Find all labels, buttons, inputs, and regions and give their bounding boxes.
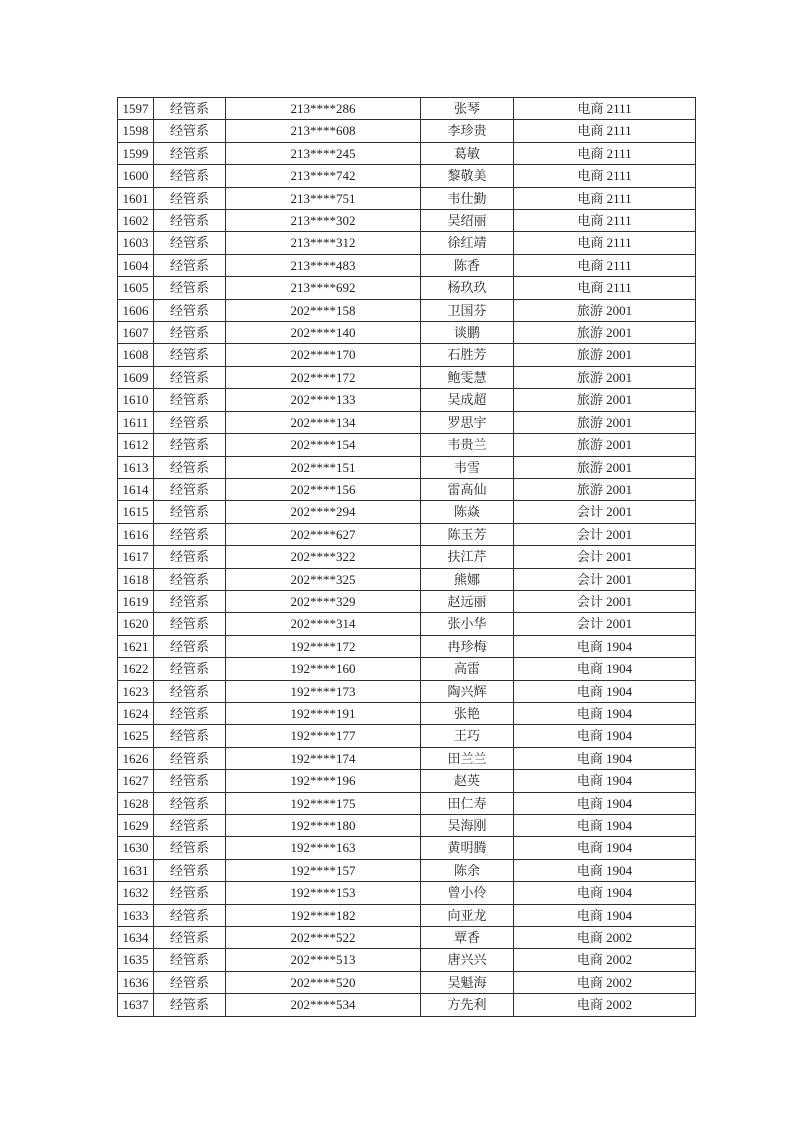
serial-number-cell: 1621 [118,635,154,657]
serial-number-cell: 1606 [118,299,154,321]
student-name-cell: 徐红靖 [421,232,514,254]
table-row [118,949,696,971]
department-cell: 经管系 [154,411,226,433]
student-id-cell: 202****156 [226,478,421,500]
student-name-cell: 陈余 [421,859,514,881]
department-cell: 经管系 [154,837,226,859]
department-cell: 经管系 [154,120,226,142]
student-name-cell: 卫国芬 [421,299,514,321]
class-cell: 电商 2002 [514,949,696,971]
table-row [118,792,696,814]
department-cell: 经管系 [154,927,226,949]
student-id-cell: 202****133 [226,389,421,411]
class-cell: 旅游 2001 [514,299,696,321]
table-row [118,837,696,859]
serial-number-cell: 1609 [118,366,154,388]
student-name-cell: 韦贵兰 [421,434,514,456]
class-cell: 电商 2111 [514,142,696,164]
student-id-cell: 202****322 [226,546,421,568]
table-row [118,635,696,657]
serial-number-cell: 1632 [118,882,154,904]
student-id-cell: 192****182 [226,904,421,926]
student-name-cell: 田兰兰 [421,747,514,769]
class-cell: 电商 1904 [514,815,696,837]
student-name-cell: 鲍雯慧 [421,366,514,388]
student-name-cell: 赵英 [421,770,514,792]
department-cell: 经管系 [154,98,226,120]
class-cell: 电商 1904 [514,635,696,657]
student-id-cell: 213****286 [226,98,421,120]
class-cell: 旅游 2001 [514,366,696,388]
department-cell: 经管系 [154,725,226,747]
department-cell: 经管系 [154,322,226,344]
serial-number-cell: 1618 [118,568,154,590]
department-cell: 经管系 [154,792,226,814]
class-cell: 电商 1904 [514,882,696,904]
student-id-cell: 192****172 [226,635,421,657]
student-id-cell: 202****534 [226,994,421,1016]
student-id-cell: 213****751 [226,187,421,209]
student-name-cell: 陶兴辉 [421,680,514,702]
serial-number-cell: 1628 [118,792,154,814]
department-cell: 经管系 [154,389,226,411]
student-name-cell: 吴魁海 [421,971,514,993]
department-cell: 经管系 [154,770,226,792]
department-cell: 经管系 [154,142,226,164]
student-name-cell: 张琴 [421,98,514,120]
student-name-cell: 黎敬美 [421,165,514,187]
department-cell: 经管系 [154,994,226,1016]
class-cell: 电商 2111 [514,210,696,232]
student-id-cell: 202****170 [226,344,421,366]
student-id-cell: 192****163 [226,837,421,859]
class-cell: 旅游 2001 [514,411,696,433]
student-id-cell: 202****329 [226,590,421,612]
student-id-cell: 192****153 [226,882,421,904]
department-cell: 经管系 [154,501,226,523]
table-row [118,299,696,321]
student-roster-table-body [118,98,696,1017]
serial-number-cell: 1601 [118,187,154,209]
class-cell: 会计 2001 [514,613,696,635]
table-row [118,98,696,120]
department-cell: 经管系 [154,299,226,321]
table-row [118,568,696,590]
serial-number-cell: 1599 [118,142,154,164]
department-cell: 经管系 [154,680,226,702]
class-cell: 电商 1904 [514,859,696,881]
serial-number-cell: 1617 [118,546,154,568]
student-id-cell: 192****191 [226,702,421,724]
class-cell: 电商 2111 [514,232,696,254]
table-row [118,859,696,881]
table-row [118,523,696,545]
class-cell: 旅游 2001 [514,456,696,478]
student-id-cell: 202****172 [226,366,421,388]
department-cell: 经管系 [154,546,226,568]
class-cell: 电商 2002 [514,927,696,949]
serial-number-cell: 1636 [118,971,154,993]
class-cell: 电商 1904 [514,837,696,859]
table-row [118,389,696,411]
department-cell: 经管系 [154,904,226,926]
student-name-cell: 韦雪 [421,456,514,478]
table-row [118,411,696,433]
serial-number-cell: 1615 [118,501,154,523]
serial-number-cell: 1620 [118,613,154,635]
serial-number-cell: 1612 [118,434,154,456]
student-id-cell: 202****294 [226,501,421,523]
student-name-cell: 方先利 [421,994,514,1016]
department-cell: 经管系 [154,949,226,971]
table-row [118,971,696,993]
department-cell: 经管系 [154,366,226,388]
student-name-cell: 杨玖玖 [421,277,514,299]
student-name-cell: 陈焱 [421,501,514,523]
table-row [118,501,696,523]
student-id-cell: 213****692 [226,277,421,299]
table-row [118,613,696,635]
student-name-cell: 向亚龙 [421,904,514,926]
department-cell: 经管系 [154,658,226,680]
student-id-cell: 192****177 [226,725,421,747]
student-id-cell: 202****314 [226,613,421,635]
serial-number-cell: 1631 [118,859,154,881]
class-cell: 电商 2111 [514,187,696,209]
department-cell: 经管系 [154,815,226,837]
class-cell: 电商 2002 [514,971,696,993]
department-cell: 经管系 [154,254,226,276]
department-cell: 经管系 [154,613,226,635]
class-cell: 电商 2111 [514,277,696,299]
student-name-cell: 黄明腾 [421,837,514,859]
class-cell: 电商 1904 [514,702,696,724]
student-name-cell: 张艳 [421,702,514,724]
student-name-cell: 葛敏 [421,142,514,164]
student-id-cell: 202****522 [226,927,421,949]
serial-number-cell: 1598 [118,120,154,142]
student-id-cell: 202****154 [226,434,421,456]
department-cell: 经管系 [154,210,226,232]
department-cell: 经管系 [154,523,226,545]
department-cell: 经管系 [154,277,226,299]
department-cell: 经管系 [154,478,226,500]
serial-number-cell: 1603 [118,232,154,254]
table-row [118,187,696,209]
table-row [118,747,696,769]
student-id-cell: 192****157 [226,859,421,881]
department-cell: 经管系 [154,590,226,612]
serial-number-cell: 1611 [118,411,154,433]
class-cell: 会计 2001 [514,501,696,523]
department-cell: 经管系 [154,232,226,254]
class-cell: 电商 1904 [514,770,696,792]
student-name-cell: 覃香 [421,927,514,949]
student-name-cell: 罗思宇 [421,411,514,433]
table-row [118,478,696,500]
table-row [118,366,696,388]
serial-number-cell: 1627 [118,770,154,792]
class-cell: 电商 1904 [514,792,696,814]
class-cell: 旅游 2001 [514,389,696,411]
department-cell: 经管系 [154,187,226,209]
student-name-cell: 高雷 [421,658,514,680]
class-cell: 旅游 2001 [514,344,696,366]
student-id-cell: 202****158 [226,299,421,321]
student-name-cell: 石胜芳 [421,344,514,366]
class-cell: 电商 2111 [514,165,696,187]
student-name-cell: 唐兴兴 [421,949,514,971]
serial-number-cell: 1610 [118,389,154,411]
table-row [118,994,696,1016]
student-id-cell: 192****196 [226,770,421,792]
serial-number-cell: 1629 [118,815,154,837]
table-row [118,142,696,164]
department-cell: 经管系 [154,434,226,456]
class-cell: 旅游 2001 [514,434,696,456]
student-name-cell: 曾小伶 [421,882,514,904]
serial-number-cell: 1605 [118,277,154,299]
department-cell: 经管系 [154,344,226,366]
student-id-cell: 202****134 [226,411,421,433]
department-cell: 经管系 [154,165,226,187]
student-id-cell: 192****174 [226,747,421,769]
serial-number-cell: 1616 [118,523,154,545]
table-row [118,456,696,478]
table-row [118,680,696,702]
student-name-cell: 吴成超 [421,389,514,411]
student-name-cell: 吴绍丽 [421,210,514,232]
serial-number-cell: 1614 [118,478,154,500]
student-name-cell: 陈香 [421,254,514,276]
table-row [118,254,696,276]
table-row [118,702,696,724]
class-cell: 会计 2001 [514,546,696,568]
class-cell: 会计 2001 [514,590,696,612]
department-cell: 经管系 [154,702,226,724]
table-row [118,165,696,187]
serial-number-cell: 1633 [118,904,154,926]
serial-number-cell: 1604 [118,254,154,276]
department-cell: 经管系 [154,456,226,478]
class-cell: 会计 2001 [514,568,696,590]
department-cell: 经管系 [154,859,226,881]
table-row [118,344,696,366]
serial-number-cell: 1623 [118,680,154,702]
student-name-cell: 谈鹏 [421,322,514,344]
serial-number-cell: 1624 [118,702,154,724]
student-name-cell: 王巧 [421,725,514,747]
serial-number-cell: 1613 [118,456,154,478]
student-id-cell: 202****140 [226,322,421,344]
student-name-cell: 熊娜 [421,568,514,590]
student-name-cell: 韦仕勤 [421,187,514,209]
student-id-cell: 213****245 [226,142,421,164]
table-row [118,927,696,949]
class-cell: 电商 2111 [514,98,696,120]
table-row [118,904,696,926]
class-cell: 电商 2002 [514,994,696,1016]
student-name-cell: 田仁寿 [421,792,514,814]
student-id-cell: 213****608 [226,120,421,142]
department-cell: 经管系 [154,882,226,904]
table-row [118,658,696,680]
class-cell: 旅游 2001 [514,322,696,344]
student-id-cell: 213****742 [226,165,421,187]
student-id-cell: 213****483 [226,254,421,276]
student-id-cell: 213****312 [226,232,421,254]
class-cell: 电商 2111 [514,120,696,142]
department-cell: 经管系 [154,971,226,993]
student-id-cell: 213****302 [226,210,421,232]
student-id-cell: 202****325 [226,568,421,590]
serial-number-cell: 1626 [118,747,154,769]
table-row [118,232,696,254]
class-cell: 电商 1904 [514,725,696,747]
table-row [118,815,696,837]
student-name-cell: 李珍贵 [421,120,514,142]
student-id-cell: 192****173 [226,680,421,702]
class-cell: 电商 1904 [514,904,696,926]
table-row [118,210,696,232]
table-row [118,277,696,299]
serial-number-cell: 1619 [118,590,154,612]
table-row [118,590,696,612]
serial-number-cell: 1602 [118,210,154,232]
table-row [118,322,696,344]
student-name-cell: 扶江芹 [421,546,514,568]
student-roster-table [117,97,696,1017]
student-name-cell: 赵远丽 [421,590,514,612]
department-cell: 经管系 [154,568,226,590]
student-name-cell: 冉珍梅 [421,635,514,657]
student-id-cell: 202****520 [226,971,421,993]
student-name-cell: 吴海刚 [421,815,514,837]
student-id-cell: 192****160 [226,658,421,680]
table-row [118,434,696,456]
class-cell: 电商 1904 [514,747,696,769]
serial-number-cell: 1600 [118,165,154,187]
serial-number-cell: 1630 [118,837,154,859]
class-cell: 电商 1904 [514,658,696,680]
student-id-cell: 202****627 [226,523,421,545]
student-id-cell: 202****513 [226,949,421,971]
student-id-cell: 192****175 [226,792,421,814]
student-id-cell: 192****180 [226,815,421,837]
department-cell: 经管系 [154,747,226,769]
student-name-cell: 张小华 [421,613,514,635]
class-cell: 旅游 2001 [514,478,696,500]
serial-number-cell: 1607 [118,322,154,344]
table-row [118,882,696,904]
table-row [118,120,696,142]
table-row [118,546,696,568]
table-row [118,770,696,792]
serial-number-cell: 1597 [118,98,154,120]
student-name-cell: 雷高仙 [421,478,514,500]
serial-number-cell: 1634 [118,927,154,949]
serial-number-cell: 1622 [118,658,154,680]
student-id-cell: 202****151 [226,456,421,478]
serial-number-cell: 1635 [118,949,154,971]
table-row [118,725,696,747]
department-cell: 经管系 [154,635,226,657]
serial-number-cell: 1625 [118,725,154,747]
class-cell: 电商 1904 [514,680,696,702]
class-cell: 电商 2111 [514,254,696,276]
class-cell: 会计 2001 [514,523,696,545]
student-name-cell: 陈玉芳 [421,523,514,545]
serial-number-cell: 1608 [118,344,154,366]
serial-number-cell: 1637 [118,994,154,1016]
